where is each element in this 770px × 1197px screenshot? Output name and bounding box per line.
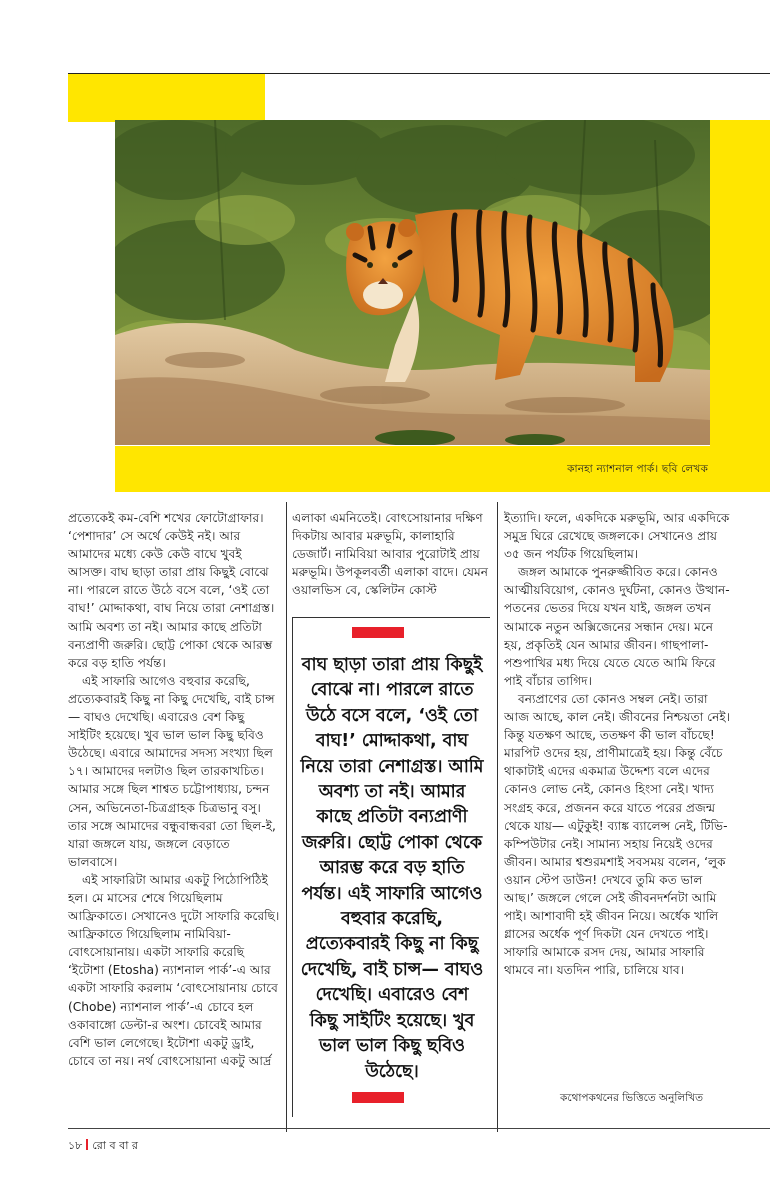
paragraph: বন্যপ্রাণের তো কোনও সম্বল নেই। তারা আজ আছে, কাল নেই। জীবনের নিশ্চয়তা নেই। কিন্তু যতক্ষণ আছে, ততক্ষণ কী ভাল বাঁচছে! মারপিট ওদের হয়, প্রাণীমাত্রেই হয়। কিন্তু বেঁচে থাকাটাই এদের একমাত্র উদ্দেশ্য বলে এদের কোনও লোভ নেই, কোনও হিংসা নেই। খাদ্য সংগ্রহ করে, প্রজনন করে যাতে পরের প্রজন্ম থেকে যায়— এটুকুই! ব্যাঙ্ক ব্যালেন্স নেই, টিভি-কম্পিউটার নেই। সামান্য সহায় নিয়েই ওদের জীবন। আমার শ্বশুরমশাই সবসময় বলেন, ‘লুক ওয়ান স্টেপ ডাউন! দেখবে তুমি কত ভাল আছ।’ জঙ্গলে গেলে সেই জীবনদর্শনটা আমি পাই। আশাবাদী হই জীবন নিয়ে। অর্ধেক খালি গ্লাসের অর্ধেক পূর্ণ দিকটা যেন দেখতে পাই। সাফারি আমাকে রসদ দেয়, আমার সাফারি থামবে না। যতদিন পারি, চালিয়ে যাব। bbox=[504, 691, 731, 978]
pull-quote-top-bar bbox=[352, 627, 404, 638]
yellow-side-band bbox=[710, 120, 770, 492]
pull-quote bbox=[292, 617, 490, 1137]
footer-rule bbox=[68, 1128, 770, 1129]
paragraph: এই সাফারিটা আমার একটু পিঠোপিঠিই হল। মে মাসের শেষে গিয়েছিলাম আফ্রিকাতে। সেখানেও দুটো সাফারি করেছি। আফ্রিকাতে গিয়েছিলাম নামিবিয়া-বোৎসোয়ানায়। একটা সাফারি করেছি ‘ইটোশা (Etosha) ন্যাশনাল পার্ক’-এ আর একটা সাফারি করলাম ‘বোৎসোয়ানায় চোবে (Chobe) ন্যাশনাল পার্ক’-এ চোবে হল ওকাবাঙ্গো ডেল্টা-র অংশ। চোবেই আমার বেশি ভাল লেগেছে। ইটোশা একটু ড্রাই, চোবে তা নয়। নর্থ বোৎসোয়ানা একটু আর্দ্র bbox=[68, 872, 280, 1068]
folio-separator bbox=[86, 1139, 88, 1150]
pull-quote-frame bbox=[292, 617, 293, 1117]
page-number: ১৮ bbox=[68, 1139, 83, 1152]
photo-caption-bar bbox=[115, 446, 770, 492]
article-column-2 bbox=[292, 509, 490, 609]
column-divider bbox=[497, 502, 498, 1132]
paragraph: এই সাফারি আগেও বহুবার করেছি, প্রত্যেকবারই কিছু না কিছু দেখেছি, বাই চান্স— বাঘও দেখেছি। এবারেও বেশ কিছু সাইটিং হয়েছে। খুব ভাল ভাল কিছু ছবিও উঠেছে। এবারে আমাদের সদস্য সংখ্যা ছিল ১৭। আমাদের দলটাও ছিল তারকাখচিত। আমার সঙ্গে ছিল শাশ্বত চট্টোপাধ্যায়, চন্দন সেন, অভিনেতা-চিত্রগ্রাহক চিত্রভানু বসু। তার সঙ্গে আমাদের বন্ধুবান্ধবরা তো ছিল-ই, যারা জঙ্গলে যায়, জঙ্গলে বেড়াতে ভালবাসে। bbox=[68, 673, 276, 869]
column-divider bbox=[286, 502, 287, 1132]
transcription-credit: কথোপকথনের ভিত্তিতে অনুলিখিত bbox=[560, 1092, 704, 1104]
paragraph: জঙ্গল আমাকে পুনরুজ্জীবিত করে। কোনও আত্মীয়বিয়োগ, কোনও দুর্ঘটনা, কোনও উত্থান-পতনের ভেতর দিয়ে যখন যাই, জঙ্গল তখন আমাকে নতুন অক্সিজেনের সন্ধান দেয়। মনে হয়, প্রকৃতিই যেন আমার জীবন। গাছপালা-পশুপাখির মধ্য দিয়ে যেতে যেতে আমি ফিরে পাই বাঁচার তাগিদ। bbox=[504, 565, 730, 688]
pull-quote-frame bbox=[292, 617, 490, 618]
tiger-photo bbox=[115, 120, 710, 445]
article-column-1 bbox=[68, 509, 280, 1129]
article-column-3 bbox=[504, 509, 734, 1069]
photo-caption: কানহা ন্যাশনাল পার্ক। ছবি লেখক bbox=[567, 463, 708, 475]
yellow-accent-block bbox=[68, 74, 265, 122]
pull-quote-bottom-bar bbox=[352, 1092, 404, 1103]
magazine-name: রো ব বা র bbox=[92, 1139, 138, 1152]
tiger-photo-illustration bbox=[115, 120, 710, 445]
paragraph: প্রত্যেকেই কম-বেশি শখের ফোটোগ্রাফার। ‘পেশাদার’ সে অর্থে কেউই নই। আর আমাদের মধ্যে কেউ কেউ বাঘে খুবই আসক্ত। বাঘ ছাড়া তারা প্রায় কিছুই বোঝে না। পারলে রাতে উঠে বসে বলে, ‘ওই তো বাঘ!’ মোদ্দাকথা, বাঘ নিয়ে তারা নেশাগ্রস্ত। আমি অবশ্য তা নই। আমার কাছে প্রতিটা বন্যপ্রাণী জরুরি। ছোট্ট পোকা থেকে আরম্ভ করে বড় হাতি পর্যন্ত। bbox=[68, 511, 275, 670]
pull-quote-text: বাঘ ছাড়া তারা প্রায় কিছুই বোঝে না। পারলে রাতে উঠে বসে বলে, ‘ওই তো বাঘ!’ মোদ্দাকথা, বাঘ নিয়ে তারা নেশাগ্রস্ত। আমি অবশ্য তা নই। আমার কাছে প্রতিটা বন্যপ্রাণী জরুরি। ছোট্ট পোকা থেকে আরম্ভ করে বড় হাতি পর্যন্ত। এই সাফারি আগেও বহুবার করেছি, প্রত্যেকবারই কিছু না কিছু দেখেছি, বাই চান্স— বাঘও দেখেছি। এবারেও বেশ কিছু সাইটিং হয়েছে। খুব ভাল ভাল কিছু ছবিও উঠেছে। bbox=[300, 655, 484, 1082]
paragraph: এলাকা এমনিতেই। বোৎসোয়ানার দক্ষিণ দিকটায় আবার মরুভূমি, কালাহারি ডেজার্ট। নামিবিয়া আবার পুরোটাই প্রায় মরুভূমি। উপকূলবর্তী এলাকা বাদে। যেমন ওয়ালভিস বে, স্কেলিটন কোস্ট bbox=[292, 511, 489, 598]
page-folio bbox=[68, 1137, 138, 1156]
paragraph: ইত্যাদি। ফলে, একদিকে মরুভূমি, আর একদিকে সমুদ্র ঘিরে রেখেছে জঙ্গলকে। সেখানেও প্রায় ৩৫ জন পর্যটক গিয়েছিলাম। bbox=[504, 511, 730, 562]
